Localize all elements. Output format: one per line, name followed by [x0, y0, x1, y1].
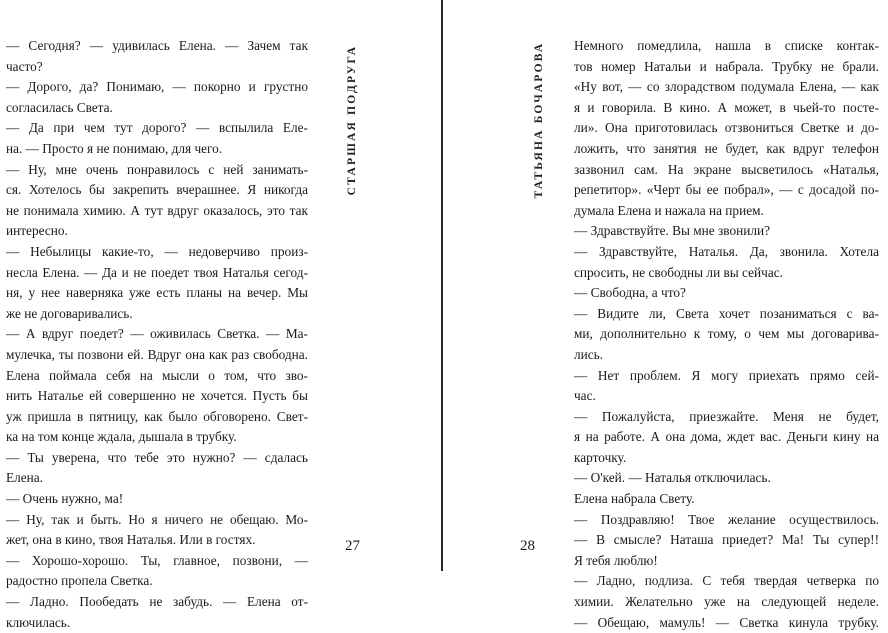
text-line: — В смысле? Наташа приедет? Ма! Ты супер!!: [574, 532, 879, 548]
text-line: Я тебя люблю!: [574, 552, 658, 568]
left-page: [0, 0, 441, 630]
text-line: — Пожалуйста, приезжайте. Меня не будет,: [574, 408, 879, 424]
text-line: — Видите ли, Света хочет позаниматься с ва-: [574, 305, 879, 321]
right-page-text: [574, 36, 879, 633]
text-line: — Поздравляю! Твое желание осуществилось.: [574, 511, 879, 527]
text-line: — Хорошо-хорошо. Ты, главное, позвони, —: [6, 552, 308, 568]
text-line: зазвонил сам. На экране высветилось «Наталья,: [574, 161, 879, 177]
text-line: же не договаривались.: [6, 305, 133, 321]
text-line: — Да при чем тут дорого? — вспылила Еле-: [6, 120, 308, 136]
text-line: химии. Желательно уже на следующей неделе.: [574, 594, 879, 610]
page-number-left: 27: [345, 538, 360, 554]
text-line: думала Елена и нажала на прием.: [574, 202, 764, 218]
text-line: репетитор». «Черт бы ее побрал», — с досадой по-: [574, 182, 879, 198]
text-line: карточку.: [574, 449, 627, 465]
text-line: согласилась Света.: [6, 99, 113, 115]
text-line: тов номер Натальи и набрала. Трубку не брали.: [574, 58, 879, 74]
text-line: — Сегодня? — удивилась Елена. — Зачем так: [6, 38, 308, 53]
right-page: [443, 0, 888, 630]
text-line: ключилась.: [6, 614, 71, 630]
text-line: жет, она в кино, твоя Наталья. Или в гостях.: [6, 532, 256, 548]
text-line: радостно пропела Светка.: [6, 573, 153, 589]
text-line: не понимала химию. А тут вдруг оказалось, это так: [6, 202, 308, 218]
text-line: — Здравствуйте, Наталья. Да, звонила. Хотела: [574, 243, 879, 259]
text-line: Немного помедлила, нашла в списке контак-: [574, 38, 879, 53]
text-line: — Обещаю, мамуль! — Светка кинула трубку.: [574, 614, 879, 630]
text-line: я на работе. А она дома, ждет вас. Деньги кину на: [574, 429, 879, 445]
text-line: на. — Просто я не понимаю, для чего.: [6, 140, 223, 156]
running-head-author: ТАТЬЯНА БОЧАРОВА: [533, 41, 545, 199]
text-line: — А вдруг поедет? — оживилась Светка. — Ма-: [6, 326, 308, 342]
left-page-text: [6, 36, 308, 633]
text-line: — Ты уверена, что тебе это нужно? — сдалась: [6, 449, 308, 465]
text-line: — Здравствуйте. Вы мне звонили?: [574, 223, 770, 239]
text-line: уж пришла в пятницу, как было обговорено. Свет-: [6, 408, 308, 424]
page-number-right: 28: [520, 538, 535, 554]
text-line: — О'кей. — Наталья отключилась.: [574, 470, 771, 486]
text-line: — Очень нужно, ма!: [6, 491, 124, 507]
text-line: — Небылицы какие-то, — недоверчиво произ-: [6, 243, 308, 259]
text-line: спросить, не свободны ли вы сейчас.: [574, 264, 783, 280]
text-line: — Нет проблем. Я могу приехать прямо сей-: [574, 367, 879, 383]
text-line: я и говорила. В кино. А может, в чьей-то посте-: [574, 99, 879, 115]
text-line: Елена набрала Свету.: [574, 491, 695, 507]
text-line: ли». Она приготовилась отзвониться Светке и до-: [574, 120, 879, 136]
text-line: интересно.: [6, 223, 68, 239]
text-line: Елена поймала себя на мысли о том, что зво-: [6, 367, 308, 383]
text-line: Елена.: [6, 470, 44, 486]
text-line: ми, дополнительно к тому, о чем мы договарива-: [574, 326, 879, 342]
text-line: несла Елена. — Да и не поедет твоя Наталья сегод-: [6, 264, 308, 280]
text-line: ся. Хотелось бы закрепить вчерашнее. Я никогда: [6, 182, 308, 198]
text-line: — Дорого, да? Понимаю, — покорно и грустно: [6, 79, 308, 95]
text-line: мулечка, ты позвони ей. Вдруг она как раз свободна.: [6, 346, 308, 362]
text-line: ложить, что занятия не будет, как вдруг телефон: [574, 140, 879, 156]
text-line: — Ну, мне очень понравилось с ней занимать-: [6, 161, 308, 177]
text-line: нить Наталье ей совершенно не хочется. Пусть бы: [6, 388, 308, 404]
text-line: — Ладно. Пообедать не забудь. — Елена от-: [6, 594, 308, 610]
text-line: — Ладно, подлиза. С тебя твердая четверка по: [574, 573, 879, 589]
text-line: ня, у нее наверняка уже есть планы на вечер. Мы: [6, 285, 308, 301]
running-head-book-title: СТАРШАЯ ПОДРУГА: [346, 44, 358, 196]
text-line: часто?: [6, 58, 43, 74]
text-line: лись.: [574, 346, 604, 362]
text-line: — Свободна, а что?: [574, 285, 686, 301]
text-line: ка на том конце ждала, дышала в трубку.: [6, 429, 237, 445]
text-line: час.: [574, 388, 596, 404]
text-line: — Ну, так и быть. Но я ничего не обещаю. Мо-: [6, 511, 308, 527]
text-line: «Ну вот, — со злорадством подумала Елена, — как: [574, 79, 879, 95]
